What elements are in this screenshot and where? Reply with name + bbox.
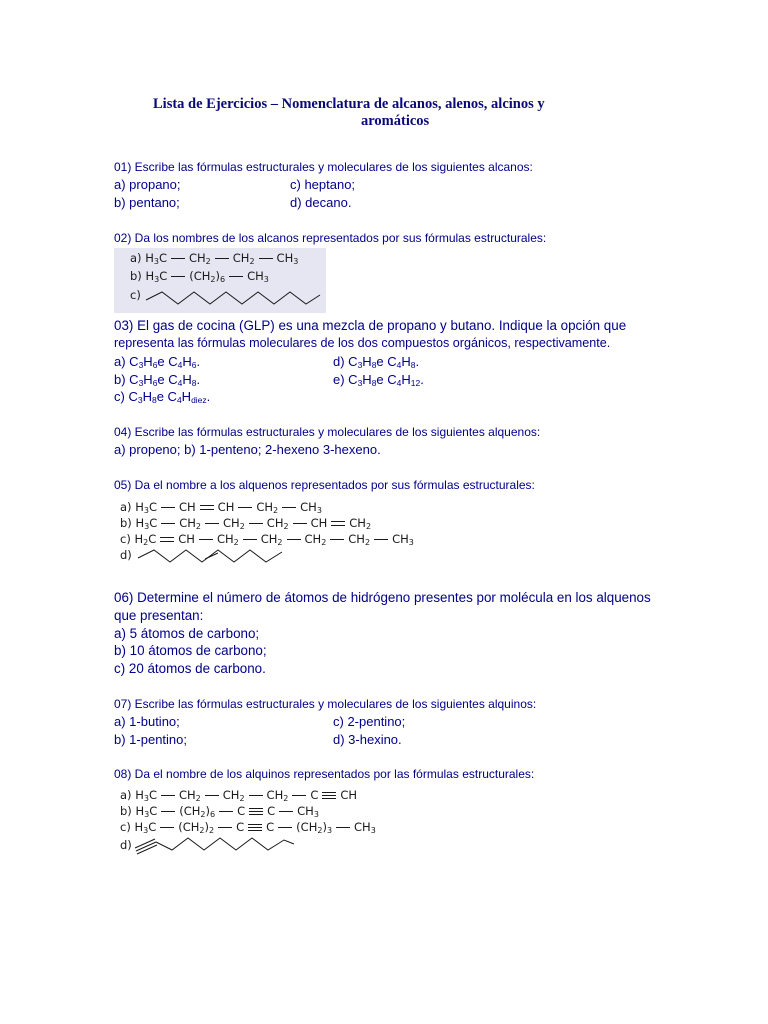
page-title-line1: Lista de Ejercicios – Nomenclatura de alcanos, alenos, alcinos y — [153, 96, 545, 112]
q08-formula-a: a) $H_3C$ $CH_2$ $CH_2$ $CH_2$ C CH — [120, 788, 358, 803]
q06-option-a: a) 5 átomos de carbono; — [114, 626, 260, 641]
q06-line2: que presentan: — [114, 608, 204, 623]
q08-formula-d-label: d) — [120, 838, 132, 852]
q05-formula-d-label: d) — [120, 548, 132, 562]
q03-option-c: c) $C_3H_8e$ $C_4H_{diez}$. — [114, 389, 211, 405]
q07-question: 07) Escribe las fórmulas estructurales y moleculares de los siguientes alquinos: — [114, 697, 537, 711]
q08-formula-c: c) $H_3C$ $(CH_2)_2$ C C $(CH_2)_3$ $CH_3$ — [120, 820, 376, 835]
q02-skeletal-chain — [145, 288, 325, 310]
q03-option-b: b) $C_3H_6e$ $C_4H_8$. — [114, 372, 201, 388]
q04-question: 04) Escribe las fórmulas estructurales y moleculares de los siguientes alquenos: — [114, 425, 541, 439]
q05-formula-b: b) $H_3C$ $CH_2$ $CH_2$ $CH_2$ CH $CH_2$ — [120, 516, 372, 531]
q08-skeletal-chain — [134, 834, 304, 856]
q02-question: 02) Da los nombres de los alcanos representados por sus fórmulas estructurales: — [114, 231, 547, 245]
q07-option-a: a) 1-butino; — [114, 714, 180, 729]
q01-option-d: d) decano. — [290, 195, 352, 210]
q07-option-d: d) 3-hexino. — [333, 732, 402, 747]
q03-option-d: d) $C_3H_8e$ $C_4H_8$. — [333, 354, 420, 370]
q07-option-c: c) 2-pentino; — [333, 714, 406, 729]
q01-option-a: a) propano; — [114, 177, 181, 192]
q05-formula-a: a) $H_3C$ CH CH $CH_2$ $CH_3$ — [120, 500, 322, 515]
q02-formula-b: b) $H_3C$ $(CH_2)_6$ $CH_3$ — [130, 269, 269, 284]
q06-option-b: b) 10 átomos de carbono; — [114, 643, 267, 658]
q05-question: 05) Da el nombre a los alquenos representados por sus fórmulas estructurales: — [114, 478, 535, 492]
q01-option-b: b) pentano; — [114, 195, 180, 210]
q04-answers: a) propeno; b) 1-penteno; 2-hexeno 3-hexeno. — [114, 442, 381, 457]
q06-line1: 06) Determine el número de átomos de hidrógeno presentes por molécula en los alquenos — [114, 590, 651, 605]
q06-option-c: c) 20 átomos de carbono. — [114, 661, 266, 676]
q08-formula-b: b) $H_3C$ $(CH_2)_6$ C C $CH_3$ — [120, 804, 319, 819]
page-title-line2: aromáticos — [361, 113, 430, 129]
q05-formula-c: c) $H_2C$ CH $CH_2$ $CH_2$ $CH_2$ $CH_2$ $CH_3$ — [120, 532, 414, 547]
q02-formula-a: a) $H_3C$ $CH_2$ $CH_2$ $CH_3$ — [130, 251, 299, 266]
q08-question: 08) Da el nombre de los alquinos representados por las fórmulas estructurales: — [114, 767, 535, 781]
q01-option-c: c) heptano; — [290, 177, 356, 192]
q03-line1: 03) El gas de cocina (GLP) es una mezcla de propano y butano. Indique la opción que — [114, 318, 627, 333]
q03-line2: representa las fórmulas moleculares de los dos compuestos orgánicos, respectivamente. — [114, 336, 611, 350]
q01-question: 01) Escribe las fórmulas estructurales y moleculares de los siguientes alcanos: — [114, 160, 533, 174]
q07-option-b: b) 1-pentino; — [114, 732, 187, 747]
q03-option-e: e) $C_3H_8e$ $C_4H_{12}$. — [333, 372, 424, 388]
q05-skeletal-chain — [136, 546, 296, 568]
q03-option-a: a) $C_3H_6e$ $C_4H_6$. — [114, 354, 201, 370]
q02-formula-c-label: c) — [130, 288, 141, 302]
